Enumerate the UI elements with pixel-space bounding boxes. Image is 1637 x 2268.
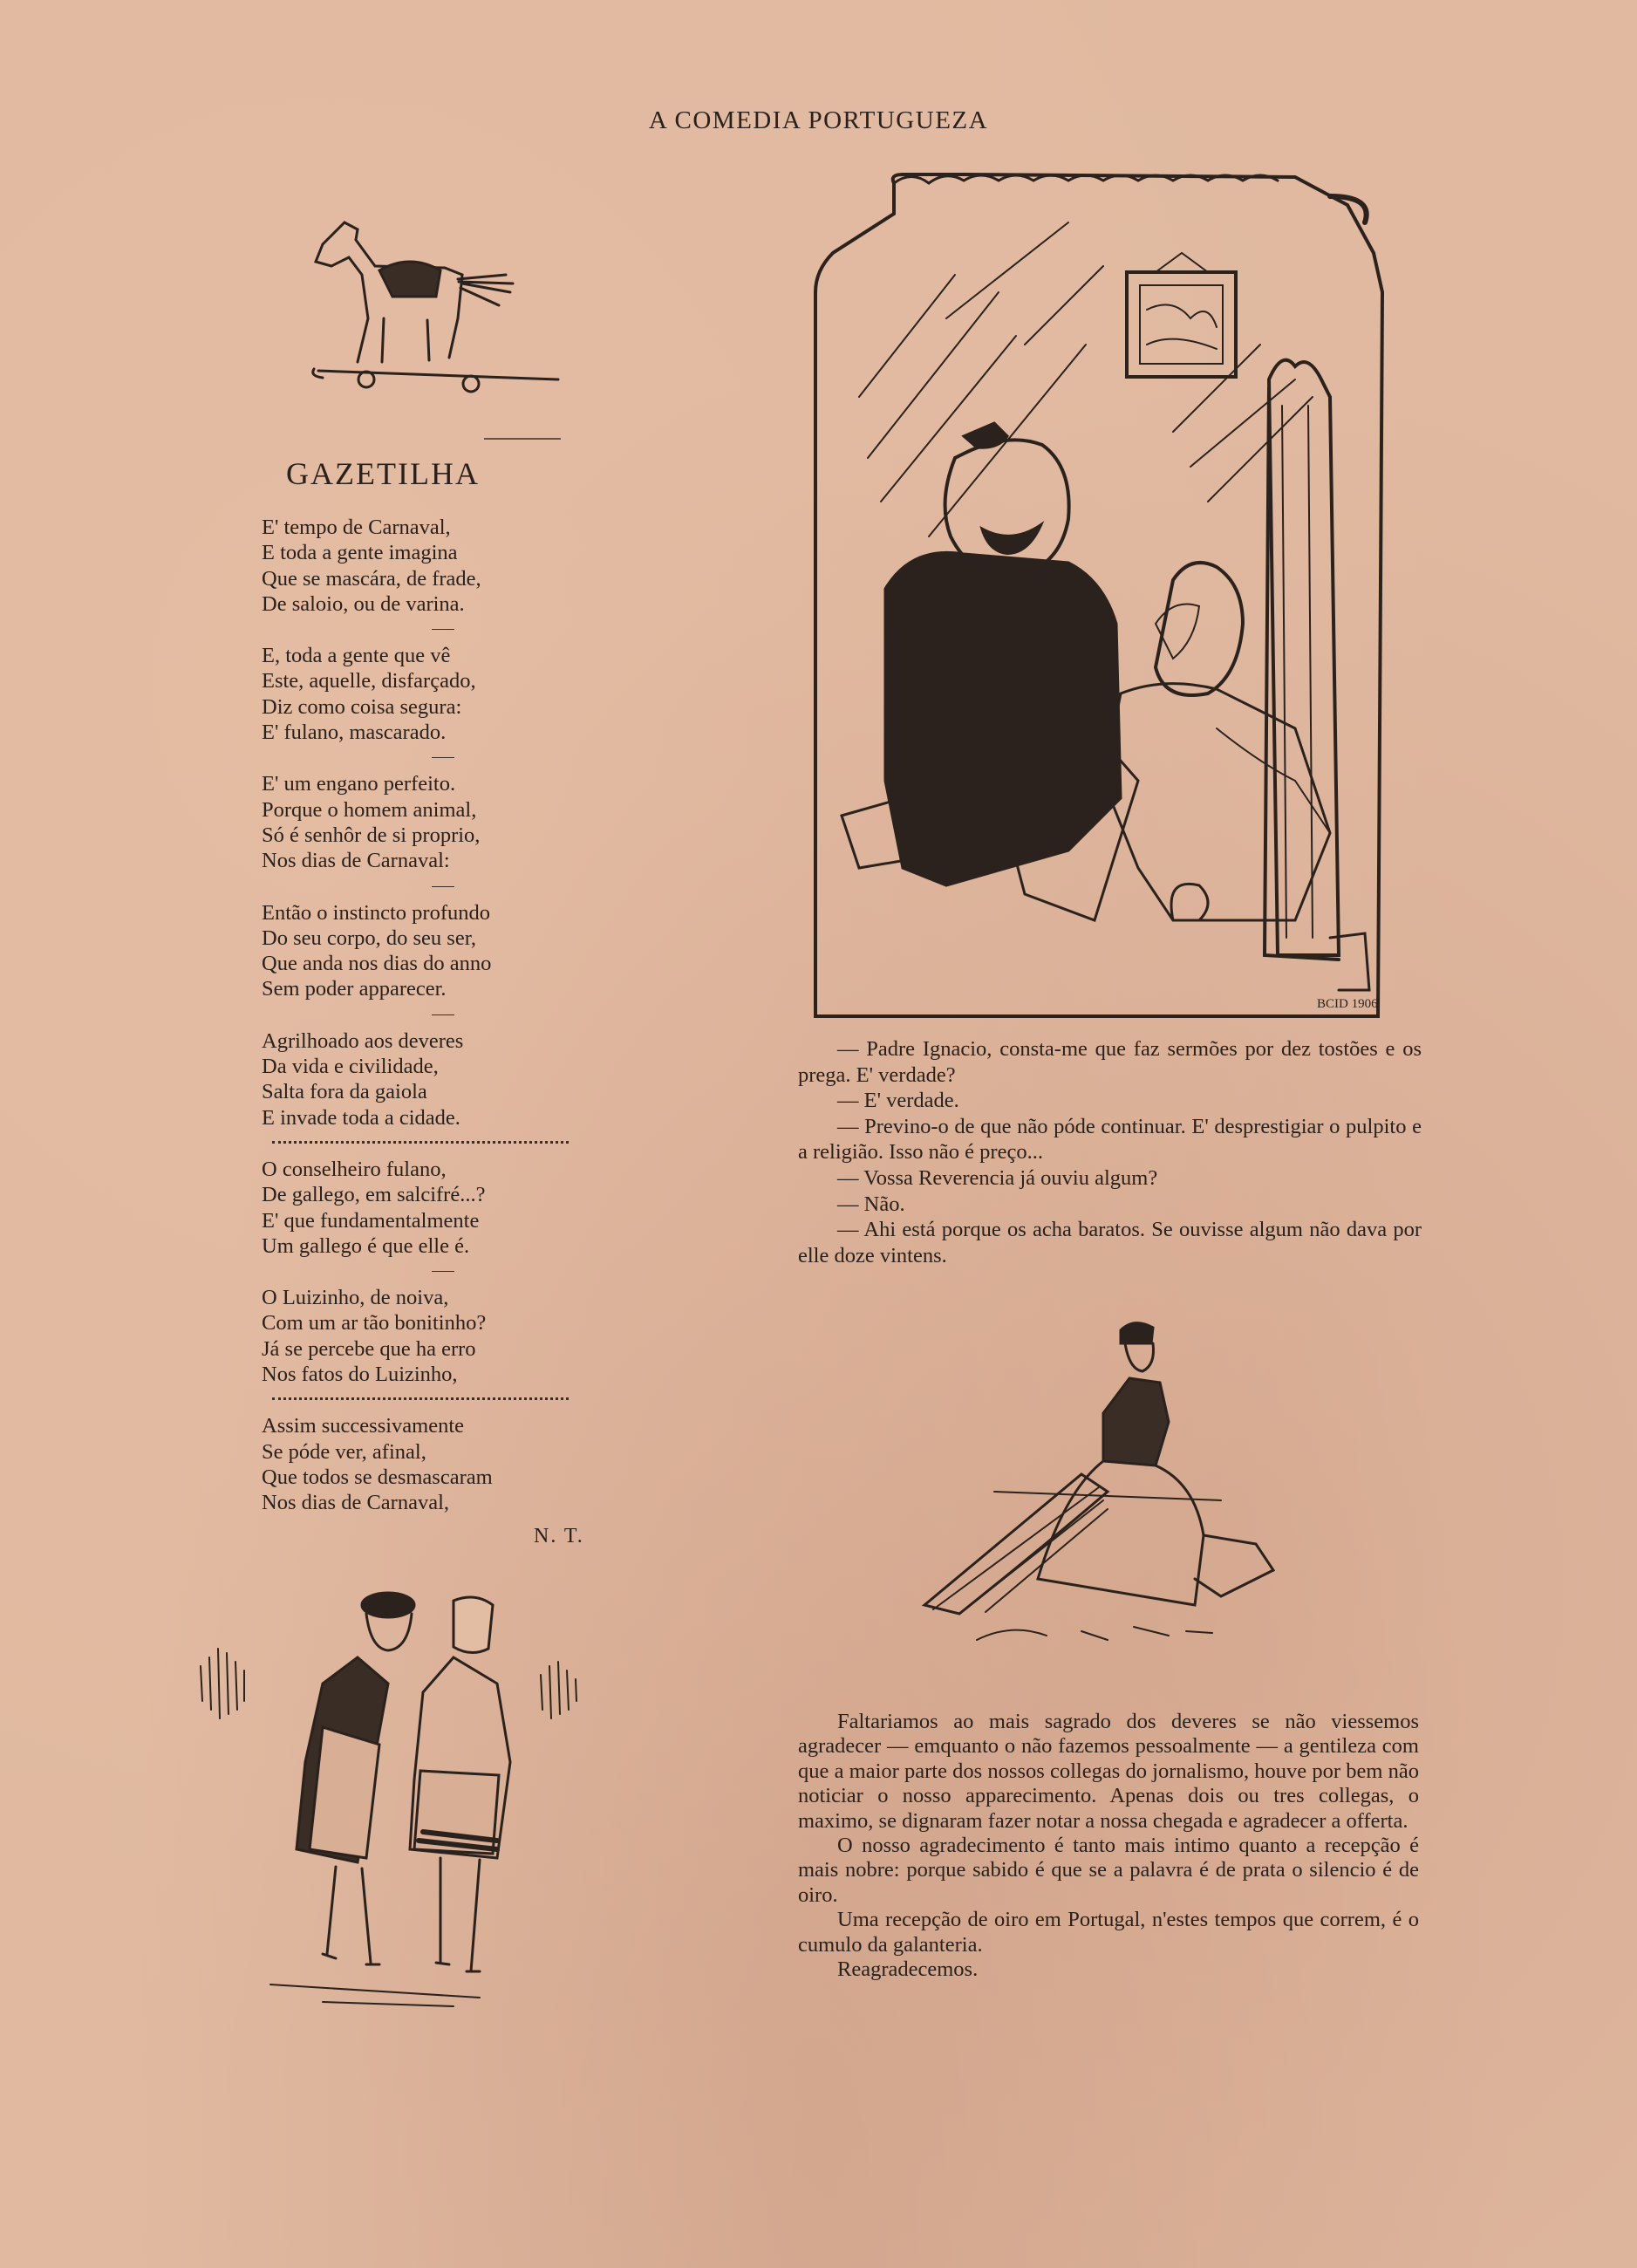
stanza-divider (262, 1002, 602, 1028)
poem-stanza-7 (262, 1285, 602, 1387)
priests-cartoon (807, 170, 1443, 1021)
stanza-divider (262, 1259, 602, 1285)
stanza-divider (262, 874, 602, 900)
poem-body (262, 515, 602, 1516)
poem-stanza-8 (262, 1413, 602, 1515)
thanks-paragraph: Faltariamos ao mais sagrado dos deveres se não viessemos agradecer — emquanto o não fazemos pessoalmente — a gentileza com que a maior parte dos nossos collegas do jornalismo, houve por bem não noticiar o nosso apparecimento. Apenas dois ou tres collegas, o maximo, se dignaram fazer notar a nossa chegada e agradecer a offerta. (798, 1710, 1419, 1833)
poem-line: Sem poder apparecer. (262, 977, 447, 1001)
poem-line: Salta fora da gaiola (262, 1080, 427, 1104)
stanza-divider (262, 617, 602, 643)
poem-line: Que se mascára, de frade, (262, 566, 481, 591)
poem-line: Já se percebe que ha erro (262, 1336, 476, 1361)
toy-horse-illustration (297, 214, 567, 406)
poem-line: Este, aquelle, disfarçado, (262, 669, 476, 693)
poem-line: E, toda a gente que vê (262, 644, 451, 668)
poem-stanza-6 (262, 1157, 602, 1259)
title-rule (484, 436, 563, 441)
poem-line: E' que fundamentalmente (262, 1208, 480, 1233)
poem-line: De gallego, em salcifré...? (262, 1183, 486, 1207)
poem-line: Nos fatos do Luizinho, (262, 1363, 458, 1387)
poem-stanza-5 (262, 1028, 602, 1131)
stanza-divider (262, 745, 602, 771)
poem-title: GAZETILHA (286, 456, 480, 491)
poem-line: Nos dias de Carnaval: (262, 849, 450, 873)
poem-line: E' fulano, mascarado. (262, 721, 447, 745)
poem-line: Que anda nos dias do anno (262, 952, 492, 976)
dialogue-line: — Vossa Reverencia já ouviu algum? (837, 1165, 1158, 1190)
poem-line: De saloio, ou de varina. (262, 591, 465, 616)
dialogue-line: — Padre Ignacio, consta-me que faz sermões por dez tostões e os prega. E' verdade? (798, 1037, 1422, 1087)
dialogue-text (798, 1036, 1422, 1268)
thanks-notice (798, 1710, 1419, 1982)
thanks-paragraph: Reagradecemos. (837, 1957, 979, 1982)
dotted-divider (262, 1387, 602, 1413)
poem-signature: N. T. (534, 1525, 584, 1547)
dialogue-line: — E' verdade. (837, 1089, 959, 1113)
poem-line: E invade toda a cidade. (262, 1105, 460, 1130)
poem-line: Agrilhoado aos deveres (262, 1028, 464, 1053)
poem-line: E toda a gente imagina (262, 541, 458, 565)
poem-line: E' um engano perfeito. (262, 772, 456, 796)
dialogue-line: — Não. (837, 1192, 905, 1216)
poem-line: Da vida e civilidade, (262, 1055, 439, 1079)
thanks-paragraph: Uma recepção de oiro em Portugal, n'estes tempos que correm, é o cumulo da galanteria. (798, 1908, 1419, 1957)
dialogue-line: — Previno-o de que não póde continuar. E' desprestigiar o pulpito e a religião. Isso não é preço... (798, 1114, 1422, 1165)
poem-stanza-1 (262, 515, 602, 617)
poem-line: Assim successivamente (262, 1414, 465, 1438)
dotted-divider (262, 1131, 602, 1157)
poem-line: E' tempo de Carnaval, (262, 516, 451, 539)
poem-line: Diz como coisa segura: (262, 694, 462, 719)
poem-line: O Luizinho, de noiva, (262, 1286, 449, 1310)
poem-line: Com um ar tão bonitinho? (262, 1311, 487, 1336)
page-header: A COMEDIA PORTUGUEZA (648, 106, 989, 134)
two-women-illustration (192, 1588, 602, 2015)
poem-line: Nos dias de Carnaval, (262, 1491, 449, 1515)
poem-line: Que todos se desmascaram (262, 1465, 493, 1489)
poem-stanza-2 (262, 643, 602, 745)
seated-woman-illustration (907, 1317, 1291, 1666)
poem-line: Então o instincto profundo (262, 900, 490, 925)
poem-line: Porque o homem animal, (262, 797, 477, 822)
poem-line: Do seu corpo, do seu ser, (262, 926, 477, 950)
poem-stanza-3 (262, 771, 602, 873)
poem-line: Se póde ver, afinal, (262, 1439, 426, 1464)
poem-stanza-4 (262, 900, 602, 1002)
poem-line: Um gallego é que elle é. (262, 1233, 470, 1258)
cartoon-signature: BCID 1906 (1317, 997, 1378, 1011)
poem-line: Só é senhôr de si proprio, (262, 823, 481, 847)
dialogue-line: — Ahi está porque os acha baratos. Se ouvisse algum não dava por elle doze vintens. (798, 1218, 1422, 1267)
thanks-paragraph: O nosso agradecimento é tanto mais intimo quanto a recepção é mais nobre: porque sabido é que se a palavra é de prata o silencio é de oiro. (798, 1834, 1419, 1907)
poem-line: O conselheiro fulano, (262, 1157, 447, 1181)
